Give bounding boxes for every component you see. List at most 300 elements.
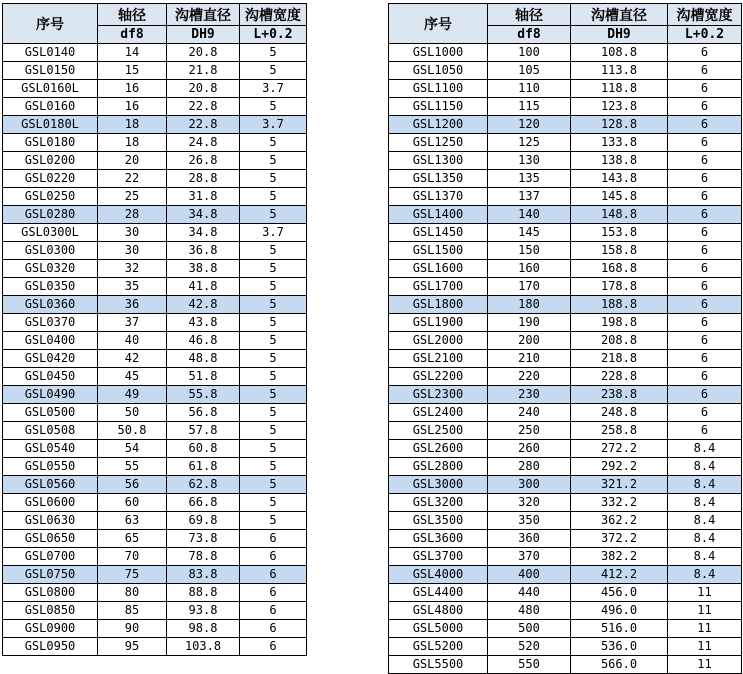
cell-shaft-diameter: 130 (488, 152, 571, 170)
cell-groove-diameter: 362.2 (571, 512, 668, 530)
cell-groove-width: 5 (240, 62, 307, 80)
cell-part-number: GSL1370 (389, 188, 488, 206)
cell-groove-diameter: 153.8 (571, 224, 668, 242)
cell-groove-diameter: 536.0 (571, 638, 668, 656)
cell-shaft-diameter: 480 (488, 602, 571, 620)
cell-part-number: GSL3200 (389, 494, 488, 512)
table-row (389, 188, 742, 206)
cell-shaft-diameter: 35 (98, 278, 167, 296)
table-row (3, 224, 307, 242)
cell-shaft-diameter: 50 (98, 404, 167, 422)
cell-shaft-diameter: 150 (488, 242, 571, 260)
cell-groove-diameter: 73.8 (167, 530, 240, 548)
cell-part-number: GSL0540 (3, 440, 98, 458)
cell-groove-diameter: 88.8 (167, 584, 240, 602)
cell-shaft-diameter: 49 (98, 386, 167, 404)
cell-groove-width: 3.7 (240, 116, 307, 134)
cell-part-number: GSL0750 (3, 566, 98, 584)
cell-groove-width: 6 (668, 80, 742, 98)
cell-groove-width: 5 (240, 98, 307, 116)
cell-part-number: GSL0280 (3, 206, 98, 224)
cell-groove-width: 5 (240, 404, 307, 422)
table-row (3, 440, 307, 458)
table-row (3, 44, 307, 62)
cell-part-number: GSL2400 (389, 404, 488, 422)
table-row (3, 80, 307, 98)
cell-groove-diameter: 66.8 (167, 494, 240, 512)
cell-part-number: GSL1450 (389, 224, 488, 242)
table-row (3, 350, 307, 368)
cell-groove-diameter: 28.8 (167, 170, 240, 188)
cell-groove-diameter: 292.2 (571, 458, 668, 476)
table-row (389, 386, 742, 404)
cell-groove-diameter: 228.8 (571, 368, 668, 386)
cell-groove-diameter: 248.8 (571, 404, 668, 422)
cell-groove-width: 5 (240, 188, 307, 206)
cell-groove-diameter: 372.2 (571, 530, 668, 548)
cell-shaft-diameter: 220 (488, 368, 571, 386)
cell-shaft-diameter: 320 (488, 494, 571, 512)
cell-groove-width: 6 (668, 134, 742, 152)
cell-shaft-diameter: 120 (488, 116, 571, 134)
cell-part-number: GSL1000 (389, 44, 488, 62)
cell-part-number: GSL0950 (3, 638, 98, 656)
cell-groove-diameter: 382.2 (571, 548, 668, 566)
cell-part-number: GSL1200 (389, 116, 488, 134)
table-row (389, 422, 742, 440)
cell-part-number: GSL2600 (389, 440, 488, 458)
cell-groove-width: 6 (240, 584, 307, 602)
cell-groove-diameter: 60.8 (167, 440, 240, 458)
table-row (3, 170, 307, 188)
table-row (3, 512, 307, 530)
table-row (3, 278, 307, 296)
cell-shaft-diameter: 125 (488, 134, 571, 152)
table-row (3, 206, 307, 224)
cell-shaft-diameter: 100 (488, 44, 571, 62)
cell-part-number: GSL0850 (3, 602, 98, 620)
header-width-tolerance: L+0.2 (668, 26, 742, 44)
cell-part-number: GSL0360 (3, 296, 98, 314)
cell-shaft-diameter: 30 (98, 224, 167, 242)
cell-shaft-diameter: 40 (98, 332, 167, 350)
cell-part-number: GSL0350 (3, 278, 98, 296)
cell-part-number: GSL5200 (389, 638, 488, 656)
cell-part-number: GSL0300 (3, 242, 98, 260)
cell-shaft-diameter: 45 (98, 368, 167, 386)
cell-shaft-diameter: 250 (488, 422, 571, 440)
cell-groove-width: 6 (668, 350, 742, 368)
cell-shaft-diameter: 75 (98, 566, 167, 584)
cell-shaft-diameter: 16 (98, 80, 167, 98)
cell-part-number: GSL0700 (3, 548, 98, 566)
cell-groove-diameter: 78.8 (167, 548, 240, 566)
cell-shaft-diameter: 55 (98, 458, 167, 476)
cell-shaft-diameter: 180 (488, 296, 571, 314)
cell-part-number: GSL1700 (389, 278, 488, 296)
cell-part-number: GSL0600 (3, 494, 98, 512)
cell-shaft-diameter: 14 (98, 44, 167, 62)
cell-part-number: GSL0560 (3, 476, 98, 494)
cell-groove-width: 6 (240, 638, 307, 656)
cell-shaft-diameter: 360 (488, 530, 571, 548)
cell-part-number: GSL0800 (3, 584, 98, 602)
cell-shaft-diameter: 56 (98, 476, 167, 494)
cell-shaft-diameter: 18 (98, 116, 167, 134)
cell-groove-diameter: 168.8 (571, 260, 668, 278)
cell-part-number: GSL5000 (389, 620, 488, 638)
cell-groove-diameter: 258.8 (571, 422, 668, 440)
cell-part-number: GSL0140 (3, 44, 98, 62)
cell-groove-diameter: 143.8 (571, 170, 668, 188)
table-row (3, 584, 307, 602)
cell-shaft-diameter: 36 (98, 296, 167, 314)
cell-part-number: GSL0150 (3, 62, 98, 80)
table-row (3, 566, 307, 584)
left-spec-table (2, 3, 307, 656)
cell-part-number: GSL0180L (3, 116, 98, 134)
cell-groove-width: 6 (668, 98, 742, 116)
cell-groove-width: 5 (240, 332, 307, 350)
cell-groove-width: 6 (240, 548, 307, 566)
cell-part-number: GSL0180 (3, 134, 98, 152)
cell-groove-width: 5 (240, 206, 307, 224)
cell-shaft-diameter: 370 (488, 548, 571, 566)
cell-shaft-diameter: 18 (98, 134, 167, 152)
cell-groove-diameter: 55.8 (167, 386, 240, 404)
cell-groove-width: 5 (240, 512, 307, 530)
cell-shaft-diameter: 440 (488, 584, 571, 602)
cell-part-number: GSL0250 (3, 188, 98, 206)
table-row (389, 602, 742, 620)
cell-groove-width: 5 (240, 494, 307, 512)
cell-part-number: GSL2100 (389, 350, 488, 368)
cell-groove-diameter: 321.2 (571, 476, 668, 494)
table-row (3, 134, 307, 152)
cell-groove-diameter: 36.8 (167, 242, 240, 260)
cell-shaft-diameter: 550 (488, 656, 571, 674)
cell-part-number: GSL2300 (389, 386, 488, 404)
table-row (389, 152, 742, 170)
cell-shaft-diameter: 85 (98, 602, 167, 620)
cell-part-number: GSL1800 (389, 296, 488, 314)
table-row (389, 530, 742, 548)
table-row (389, 332, 742, 350)
header-groove-diameter: 沟槽直径 (167, 4, 240, 26)
cell-part-number: GSL0508 (3, 422, 98, 440)
cell-groove-diameter: 108.8 (571, 44, 668, 62)
cell-part-number: GSL1350 (389, 170, 488, 188)
cell-groove-width: 11 (668, 638, 742, 656)
cell-groove-width: 5 (240, 152, 307, 170)
cell-shaft-diameter: 300 (488, 476, 571, 494)
header-serial: 序号 (3, 4, 98, 44)
table-row (389, 134, 742, 152)
cell-groove-diameter: 188.8 (571, 296, 668, 314)
header-shaft-diameter: 轴径 (98, 4, 167, 26)
table-row (389, 170, 742, 188)
cell-shaft-diameter: 30 (98, 242, 167, 260)
table-row (3, 422, 307, 440)
header-groove-diameter: 沟槽直径 (571, 4, 668, 26)
table-row (389, 80, 742, 98)
cell-groove-diameter: 24.8 (167, 134, 240, 152)
cell-groove-width: 5 (240, 350, 307, 368)
cell-groove-diameter: 148.8 (571, 206, 668, 224)
cell-groove-width: 5 (240, 296, 307, 314)
cell-groove-diameter: 516.0 (571, 620, 668, 638)
cell-groove-width: 11 (668, 620, 742, 638)
cell-groove-width: 5 (240, 260, 307, 278)
cell-groove-width: 5 (240, 422, 307, 440)
cell-groove-width: 6 (668, 314, 742, 332)
table-row (389, 404, 742, 422)
cell-groove-diameter: 118.8 (571, 80, 668, 98)
table-row (389, 116, 742, 134)
cell-groove-diameter: 20.8 (167, 80, 240, 98)
cell-groove-diameter: 123.8 (571, 98, 668, 116)
cell-part-number: GSL0160 (3, 98, 98, 116)
cell-part-number: GSL0420 (3, 350, 98, 368)
table-row (389, 476, 742, 494)
cell-part-number: GSL2500 (389, 422, 488, 440)
cell-groove-diameter: 51.8 (167, 368, 240, 386)
table-row (389, 350, 742, 368)
cell-part-number: GSL3500 (389, 512, 488, 530)
cell-groove-diameter: 103.8 (167, 638, 240, 656)
cell-groove-width: 5 (240, 242, 307, 260)
cell-part-number: GSL0300L (3, 224, 98, 242)
table-row (389, 314, 742, 332)
cell-groove-diameter: 61.8 (167, 458, 240, 476)
cell-groove-width: 8.4 (668, 476, 742, 494)
cell-groove-diameter: 22.8 (167, 98, 240, 116)
table-row (3, 386, 307, 404)
cell-part-number: GSL0160L (3, 80, 98, 98)
cell-shaft-diameter: 160 (488, 260, 571, 278)
cell-shaft-diameter: 70 (98, 548, 167, 566)
table-row (389, 206, 742, 224)
cell-groove-diameter: 20.8 (167, 44, 240, 62)
cell-part-number: GSL0900 (3, 620, 98, 638)
cell-part-number: GSL3000 (389, 476, 488, 494)
table-row (389, 494, 742, 512)
table-row (389, 278, 742, 296)
cell-part-number: GSL0450 (3, 368, 98, 386)
cell-groove-width: 5 (240, 440, 307, 458)
cell-shaft-diameter: 20 (98, 152, 167, 170)
cell-groove-width: 6 (668, 242, 742, 260)
cell-groove-diameter: 238.8 (571, 386, 668, 404)
cell-groove-width: 8.4 (668, 440, 742, 458)
cell-shaft-diameter: 200 (488, 332, 571, 350)
cell-shaft-diameter: 400 (488, 566, 571, 584)
cell-shaft-diameter: 105 (488, 62, 571, 80)
cell-groove-diameter: 128.8 (571, 116, 668, 134)
table-row (389, 224, 742, 242)
cell-part-number: GSL1050 (389, 62, 488, 80)
cell-groove-width: 6 (668, 278, 742, 296)
table-row (389, 620, 742, 638)
cell-groove-width: 5 (240, 134, 307, 152)
cell-shaft-diameter: 260 (488, 440, 571, 458)
header-groove-width: 沟槽宽度 (668, 4, 742, 26)
cell-shaft-diameter: 50.8 (98, 422, 167, 440)
table-row (389, 296, 742, 314)
cell-groove-diameter: 158.8 (571, 242, 668, 260)
table-row (3, 458, 307, 476)
table-row (3, 314, 307, 332)
cell-groove-width: 6 (668, 296, 742, 314)
table-row (3, 368, 307, 386)
cell-shaft-diameter: 115 (488, 98, 571, 116)
table-row (3, 332, 307, 350)
cell-part-number: GSL4000 (389, 566, 488, 584)
cell-groove-diameter: 31.8 (167, 188, 240, 206)
cell-groove-diameter: 57.8 (167, 422, 240, 440)
cell-groove-width: 6 (668, 422, 742, 440)
cell-groove-diameter: 38.8 (167, 260, 240, 278)
cell-groove-diameter: 69.8 (167, 512, 240, 530)
cell-groove-width: 11 (668, 584, 742, 602)
cell-shaft-diameter: 145 (488, 224, 571, 242)
cell-groove-width: 6 (668, 404, 742, 422)
table-row (3, 116, 307, 134)
cell-shaft-diameter: 25 (98, 188, 167, 206)
table-row (3, 476, 307, 494)
cell-part-number: GSL0550 (3, 458, 98, 476)
cell-part-number: GSL1150 (389, 98, 488, 116)
cell-groove-diameter: 496.0 (571, 602, 668, 620)
cell-shaft-diameter: 28 (98, 206, 167, 224)
cell-groove-width: 6 (668, 152, 742, 170)
cell-groove-width: 6 (668, 206, 742, 224)
cell-shaft-diameter: 280 (488, 458, 571, 476)
cell-part-number: GSL2200 (389, 368, 488, 386)
cell-part-number: GSL1500 (389, 242, 488, 260)
cell-shaft-diameter: 22 (98, 170, 167, 188)
table-row (389, 458, 742, 476)
table-row (389, 638, 742, 656)
cell-part-number: GSL3700 (389, 548, 488, 566)
cell-part-number: GSL1100 (389, 80, 488, 98)
cell-part-number: GSL0490 (3, 386, 98, 404)
table-row (389, 566, 742, 584)
cell-groove-diameter: 21.8 (167, 62, 240, 80)
cell-groove-width: 11 (668, 602, 742, 620)
cell-groove-diameter: 43.8 (167, 314, 240, 332)
cell-groove-width: 5 (240, 368, 307, 386)
header-serial: 序号 (389, 4, 488, 44)
cell-groove-diameter: 48.8 (167, 350, 240, 368)
cell-groove-diameter: 26.8 (167, 152, 240, 170)
left-table-body (3, 44, 307, 656)
cell-groove-width: 6 (240, 566, 307, 584)
cell-groove-width: 8.4 (668, 512, 742, 530)
cell-part-number: GSL1300 (389, 152, 488, 170)
cell-shaft-diameter: 110 (488, 80, 571, 98)
header-groove-width: 沟槽宽度 (240, 4, 307, 26)
header-shaft-diameter: 轴径 (488, 4, 571, 26)
cell-shaft-diameter: 135 (488, 170, 571, 188)
cell-groove-width: 6 (668, 170, 742, 188)
cell-groove-diameter: 138.8 (571, 152, 668, 170)
cell-shaft-diameter: 140 (488, 206, 571, 224)
cell-groove-width: 6 (240, 530, 307, 548)
cell-groove-width: 5 (240, 278, 307, 296)
table-row (3, 98, 307, 116)
cell-shaft-diameter: 210 (488, 350, 571, 368)
table-row (3, 404, 307, 422)
table-row (3, 188, 307, 206)
table-row (389, 656, 742, 674)
cell-shaft-diameter: 54 (98, 440, 167, 458)
cell-groove-diameter: 145.8 (571, 188, 668, 206)
cell-groove-diameter: 332.2 (571, 494, 668, 512)
cell-groove-diameter: 208.8 (571, 332, 668, 350)
table-row (3, 260, 307, 278)
table-row (3, 602, 307, 620)
cell-groove-width: 6 (668, 44, 742, 62)
table-row (3, 494, 307, 512)
table-row (389, 260, 742, 278)
cell-groove-diameter: 34.8 (167, 206, 240, 224)
cell-groove-diameter: 133.8 (571, 134, 668, 152)
cell-part-number: GSL0200 (3, 152, 98, 170)
cell-shaft-diameter: 60 (98, 494, 167, 512)
cell-groove-diameter: 113.8 (571, 62, 668, 80)
cell-shaft-diameter: 500 (488, 620, 571, 638)
cell-shaft-diameter: 190 (488, 314, 571, 332)
cell-shaft-diameter: 520 (488, 638, 571, 656)
cell-part-number: GSL2000 (389, 332, 488, 350)
cell-groove-width: 6 (240, 620, 307, 638)
header-groove-tolerance: DH9 (571, 26, 668, 44)
table-row (3, 242, 307, 260)
table-row (389, 62, 742, 80)
cell-shaft-diameter: 15 (98, 62, 167, 80)
cell-groove-diameter: 62.8 (167, 476, 240, 494)
cell-groove-width: 5 (240, 44, 307, 62)
cell-groove-diameter: 41.8 (167, 278, 240, 296)
cell-shaft-diameter: 230 (488, 386, 571, 404)
cell-groove-diameter: 93.8 (167, 602, 240, 620)
table-row (389, 98, 742, 116)
cell-groove-diameter: 198.8 (571, 314, 668, 332)
cell-shaft-diameter: 65 (98, 530, 167, 548)
cell-groove-width: 8.4 (668, 566, 742, 584)
cell-part-number: GSL0320 (3, 260, 98, 278)
cell-groove-diameter: 46.8 (167, 332, 240, 350)
cell-groove-width: 5 (240, 170, 307, 188)
table-row (3, 530, 307, 548)
cell-shaft-diameter: 90 (98, 620, 167, 638)
cell-groove-diameter: 178.8 (571, 278, 668, 296)
cell-groove-width: 6 (668, 332, 742, 350)
cell-groove-diameter: 42.8 (167, 296, 240, 314)
table-row (3, 548, 307, 566)
cell-groove-diameter: 56.8 (167, 404, 240, 422)
cell-groove-width: 6 (668, 224, 742, 242)
cell-shaft-diameter: 95 (98, 638, 167, 656)
table-row (3, 152, 307, 170)
cell-part-number: GSL0220 (3, 170, 98, 188)
cell-groove-diameter: 456.0 (571, 584, 668, 602)
cell-groove-width: 6 (668, 368, 742, 386)
cell-shaft-diameter: 137 (488, 188, 571, 206)
cell-part-number: GSL3600 (389, 530, 488, 548)
cell-shaft-diameter: 240 (488, 404, 571, 422)
